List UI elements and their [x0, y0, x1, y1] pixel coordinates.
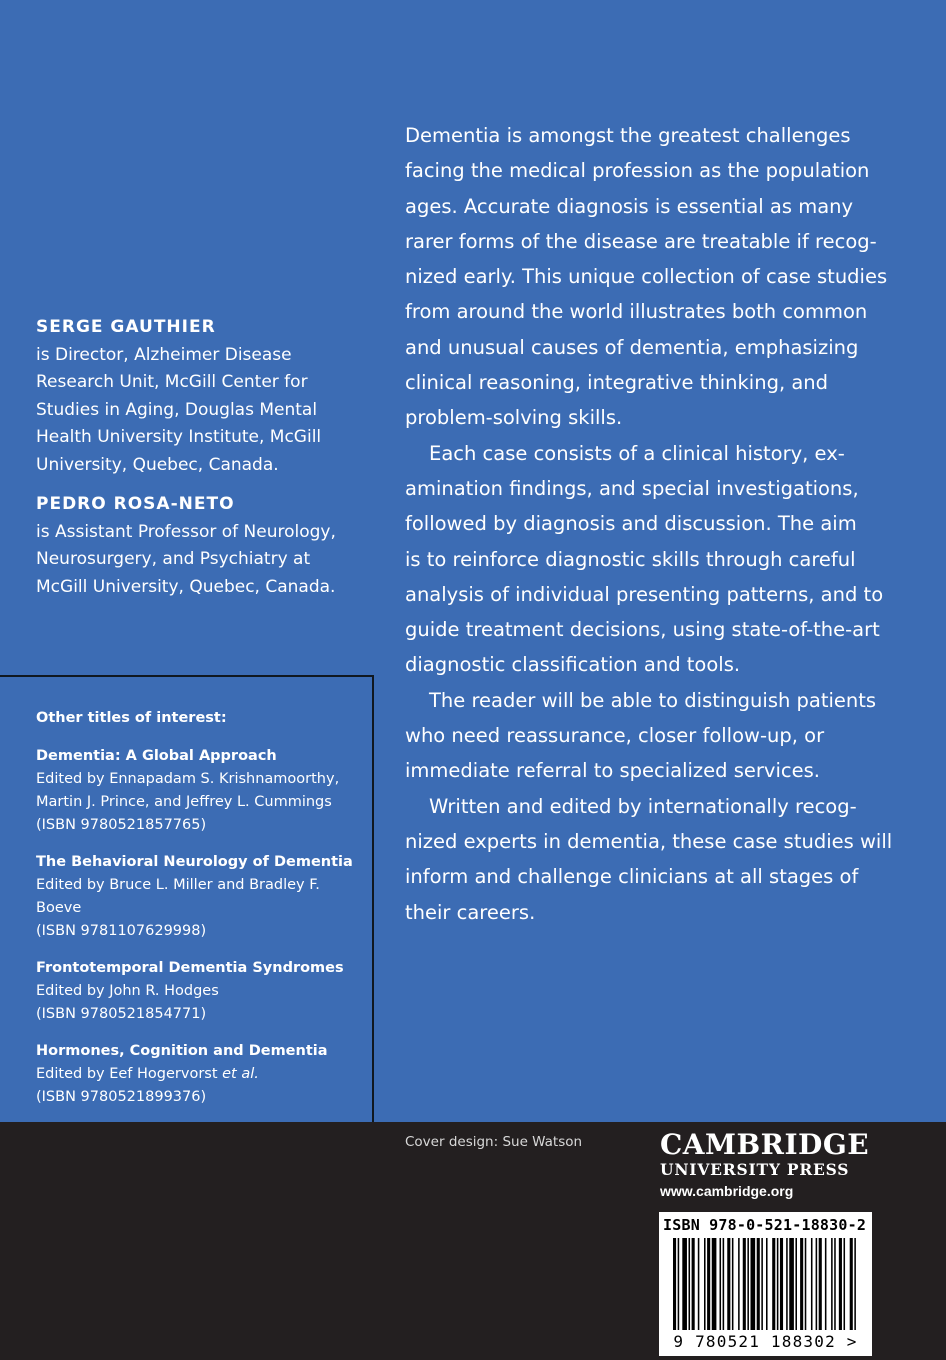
- description-paragraph: [405, 118, 888, 436]
- author-bio: [36, 314, 366, 479]
- author-bio: [36, 491, 366, 601]
- publisher-subtitle: UNIVERSITY PRESS: [660, 1160, 850, 1179]
- author-bio-line: University, Quebec, Canada.: [36, 454, 279, 475]
- author-bio-line: McGill University, Quebec, Canada.: [36, 576, 336, 597]
- description-line: clinical reasoning, integrative thinking, and: [405, 371, 829, 395]
- related-titles: [36, 707, 366, 1123]
- description-line: analysis of individual presenting patterns, and to: [405, 582, 884, 606]
- related-book-title: Hormones, Cognition and Dementia: [36, 1043, 328, 1059]
- cover-design-credit: Cover design: Sue Watson: [405, 1134, 583, 1150]
- author-name: SERGE GAUTHIER: [36, 317, 216, 337]
- author-bio-line: is Director, Alzheimer Disease: [36, 344, 292, 365]
- description-line: their careers.: [405, 900, 536, 924]
- description-paragraph: [405, 789, 893, 930]
- isbn-label: ISBN 978-0-521-18830-2: [663, 1216, 867, 1234]
- related-book-title: Frontotemporal Dementia Syndromes: [36, 960, 344, 976]
- author-bios: [36, 314, 366, 613]
- et-al-text: et al.: [222, 1066, 259, 1082]
- description-line: is to reinforce diagnostic skills through careful: [405, 547, 856, 571]
- related-book-isbn: (ISBN 9780521899376): [36, 1089, 207, 1105]
- description-line: The reader will be able to distinguish patients: [429, 688, 877, 712]
- description-line: followed by diagnosis and discussion. The aim: [405, 512, 857, 536]
- related-title-item: [36, 1040, 366, 1109]
- author-bio-line: is Assistant Professor of Neurology,: [36, 521, 336, 542]
- description-line: Each case consists of a clinical history, ex-: [429, 441, 845, 465]
- description-line: who need reassurance, closer follow-up, or: [405, 724, 825, 748]
- description-line: guide treatment decisions, using state-of-the-art: [405, 618, 880, 642]
- related-book-isbn: (ISBN 9780521854771): [36, 1006, 207, 1022]
- editor-text: Edited by Eef Hogervorst: [36, 1066, 223, 1082]
- related-title-item: [36, 851, 366, 943]
- author-bio-line: Studies in Aging, Douglas Mental: [36, 399, 318, 420]
- publisher-url[interactable]: www.cambridge.org: [660, 1183, 794, 1199]
- description-paragraph: [405, 436, 885, 683]
- footer-band: [0, 1122, 946, 1360]
- related-book-line: Edited by John R. Hodges: [36, 983, 219, 999]
- description-line: nized experts in dementia, these case studies will: [405, 829, 893, 853]
- author-bio-line: Neurosurgery, and Psychiatry at: [36, 549, 311, 569]
- description-line: problem-solving skills.: [405, 406, 623, 430]
- description-line: and unusual causes of dementia, emphasizing: [405, 335, 859, 359]
- description-paragraph: [405, 683, 885, 789]
- related-book-isbn: (ISBN 9780521857765): [36, 817, 207, 833]
- author-bio-line: Research Unit, McGill Center for: [36, 372, 308, 392]
- description-line: inform and challenge clinicians at all stages of: [405, 865, 859, 889]
- book-description: [405, 118, 893, 930]
- related-book-title: Dementia: A Global Approach: [36, 748, 277, 764]
- related-book-title: The Behavioral Neurology of Dementia: [36, 854, 353, 870]
- publisher-logo: [660, 1130, 880, 1199]
- author-name: PEDRO ROSA-NETO: [36, 494, 235, 514]
- related-book-line: Edited by Ennapadam S. Krishnamoorthy,: [36, 771, 340, 787]
- description-line: Written and edited by internationally recog-: [429, 794, 857, 818]
- description-line: nized early. This unique collection of case studies: [405, 265, 888, 289]
- related-book-line: Martin J. Prince, and Jeffrey L. Cummings: [36, 794, 332, 810]
- related-book-line: [36, 1063, 366, 1086]
- related-titles-box: [0, 675, 374, 1122]
- related-book-isbn: (ISBN 9781107629998): [36, 923, 207, 939]
- author-bio-line: Health University Institute, McGill: [36, 427, 322, 447]
- related-title-item: [36, 957, 366, 1026]
- description-line: facing the medical profession as the population: [405, 159, 870, 183]
- description-line: immediate referral to specialized services.: [405, 759, 820, 783]
- description-line: from around the world illustrates both common: [405, 300, 868, 324]
- related-heading: Other titles of interest:: [36, 710, 227, 726]
- description-line: amination findings, and special investigations,: [405, 476, 859, 500]
- related-book-line: Edited by Bruce L. Miller and Bradley F. Boeve: [36, 877, 320, 916]
- description-line: rarer forms of the disease are treatable if recog-: [405, 229, 877, 253]
- barcode-panel: [659, 1212, 872, 1356]
- publisher-name: CAMBRIDGE: [660, 1128, 870, 1161]
- barcode-digits: 9 780521 188302 >: [673, 1332, 858, 1351]
- description-line: diagnostic classification and tools.: [405, 653, 741, 677]
- description-line: Dementia is amongst the greatest challenges: [405, 124, 851, 147]
- related-title-item: [36, 745, 366, 837]
- description-line: ages. Accurate diagnosis is essential as many: [405, 194, 854, 218]
